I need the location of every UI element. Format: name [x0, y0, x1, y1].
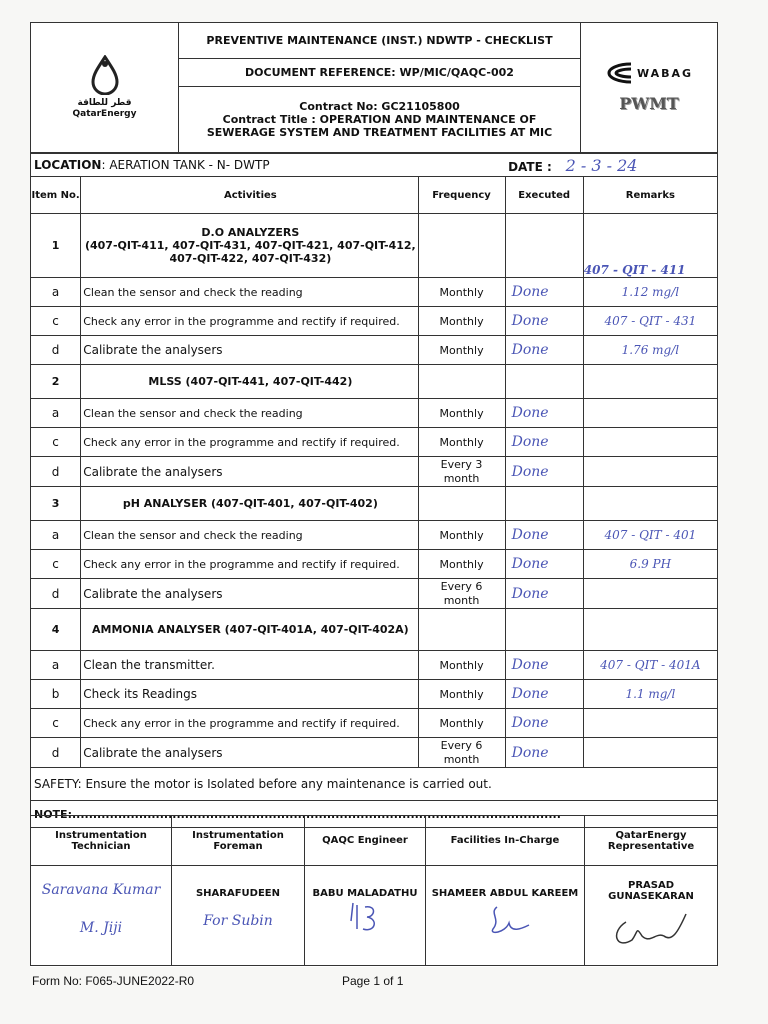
row-remark [583, 709, 717, 738]
sig-representative [585, 866, 718, 966]
qatarenergy-logo [31, 23, 179, 153]
col-activities: Activities [81, 177, 418, 214]
row-remark-text: 6.9 PH [629, 557, 672, 571]
row-executed [505, 307, 583, 336]
row-frequency: Every 6 month [418, 738, 505, 768]
section-remark [583, 365, 717, 399]
checklist-table [30, 153, 718, 828]
section-row [31, 214, 718, 278]
section-number: 1 [31, 214, 81, 278]
row-activity: Calibrate the analysers [81, 738, 418, 768]
wabag-logo-icon [605, 62, 633, 84]
row-remark-text: 407 - QIT - 401A [600, 658, 701, 672]
sig-foreman-extra: For Subin [203, 913, 273, 929]
location-label: LOCATION [34, 158, 102, 172]
row-frequency: Monthly [418, 428, 505, 457]
sig-header-foreman: Instrumentation Foreman [172, 816, 305, 866]
row-frequency: Monthly [418, 680, 505, 709]
row-activity: Check any error in the programme and rectify if required. [81, 428, 418, 457]
row-remark [583, 738, 717, 768]
page-number: Page 1 of 1 [342, 974, 404, 988]
section-number: 4 [31, 609, 81, 651]
row-item: a [31, 399, 81, 428]
section-executed [505, 487, 583, 521]
row-executed [505, 278, 583, 307]
contract-number: Contract No: GC21105800 [299, 100, 460, 113]
row-executed-text: Done [511, 342, 549, 358]
section-row [31, 487, 718, 521]
row-activity: Clean the sensor and check the reading [81, 278, 418, 307]
table-row [31, 278, 718, 307]
row-executed [505, 651, 583, 680]
row-item: c [31, 428, 81, 457]
qatarenergy-drop-icon [87, 55, 123, 95]
row-executed [505, 521, 583, 550]
location-row [31, 154, 718, 177]
date-label: DATE : [508, 159, 552, 174]
contract-info [179, 87, 581, 153]
section-executed [505, 365, 583, 399]
row-activity: Calibrate the analysers [81, 579, 418, 609]
note-text: NOTE:..................................................................................................................... [31, 801, 718, 828]
sig-header-technician: Instrumentation Technician [31, 816, 172, 866]
row-executed [505, 550, 583, 579]
row-activity: Check any error in the programme and rectify if required. [81, 307, 418, 336]
row-item: a [31, 278, 81, 307]
row-executed-text: Done [511, 284, 549, 300]
row-item: c [31, 307, 81, 336]
safety-row [31, 768, 718, 801]
row-executed-text: Done [511, 657, 549, 673]
row-activity: Check any error in the programme and rectify if required. [81, 709, 418, 738]
section-number: 3 [31, 487, 81, 521]
row-remark [583, 336, 717, 365]
row-item: a [31, 651, 81, 680]
row-remark [583, 428, 717, 457]
row-frequency: Monthly [418, 399, 505, 428]
row-item: d [31, 457, 81, 487]
row-frequency: Monthly [418, 651, 505, 680]
section-title: AMMONIA ANALYSER (407-QIT-401A, 407-QIT-402A) [81, 609, 418, 651]
row-item: c [31, 550, 81, 579]
section-title: pH ANALYSER (407-QIT-401, 407-QIT-402) [81, 487, 418, 521]
section-row [31, 365, 718, 399]
table-row [31, 307, 718, 336]
form-number: Form No: F065-JUNE2022-R0 [32, 974, 195, 988]
row-executed [505, 336, 583, 365]
table-row [31, 579, 718, 609]
row-executed [505, 399, 583, 428]
row-executed [505, 738, 583, 768]
row-remark [583, 457, 717, 487]
row-executed-text: Done [511, 715, 549, 731]
sig-representative-name: PRASAD GUNASEKARAN [608, 880, 694, 902]
row-activity: Clean the transmitter. [81, 651, 418, 680]
col-executed: Executed [505, 177, 583, 214]
row-remark-text: 1.1 mg/l [625, 687, 676, 701]
row-activity: Check its Readings [81, 680, 418, 709]
column-header-row [31, 177, 718, 214]
table-row [31, 651, 718, 680]
row-frequency: Monthly [418, 307, 505, 336]
sig-facilities-name: SHAMEER ABDUL KAREEM [431, 888, 579, 899]
sig-technician-extra: M. Jiji [79, 920, 123, 936]
section-row [31, 609, 718, 651]
row-activity: Clean the sensor and check the reading [81, 521, 418, 550]
contract-title-line2: SEWERAGE SYSTEM AND TREATMENT FACILITIES AT MIC [206, 126, 553, 139]
section-title: D.O ANALYZERS (407-QIT-411, 407-QIT-431, 407-QIT-421, 407-QIT-412, 407-QIT-422, 407-QIT-432) [81, 214, 418, 278]
sig-facilities [426, 866, 585, 966]
col-item: Item No. [31, 177, 81, 214]
row-item: d [31, 579, 81, 609]
table-row [31, 399, 718, 428]
checklist-title: PREVENTIVE MAINTENANCE (INST.) NDWTP - CHECKLIST [179, 23, 581, 59]
sig-qaqc [305, 866, 426, 966]
row-remark [583, 278, 717, 307]
row-remark-text: 407 - QIT - 431 [604, 314, 697, 328]
section-remark [583, 214, 717, 278]
section-frequency [418, 214, 505, 278]
wabag-logos [581, 23, 718, 153]
section-remark-text: 407 - QIT - 411 [583, 263, 686, 277]
table-row [31, 738, 718, 768]
representative-signature-icon [606, 902, 696, 952]
row-executed [505, 680, 583, 709]
col-remarks: Remarks [583, 177, 717, 214]
section-frequency [418, 609, 505, 651]
table-row [31, 428, 718, 457]
row-item: b [31, 680, 81, 709]
row-remark [583, 307, 717, 336]
col-frequency: Frequency [418, 177, 505, 214]
facilities-signature-icon [475, 899, 535, 943]
sig-foreman-name: SHARAFUDEEN [195, 888, 281, 899]
sig-technician [31, 866, 172, 966]
row-item: d [31, 336, 81, 365]
row-executed-text: Done [511, 744, 549, 761]
row-frequency: Monthly [418, 709, 505, 738]
section-frequency [418, 365, 505, 399]
row-executed [505, 579, 583, 609]
row-executed-text: Done [511, 686, 549, 702]
section-remark [583, 487, 717, 521]
row-frequency: Every 3 month [418, 457, 505, 487]
sig-header-qaqc: QAQC Engineer [305, 816, 426, 866]
row-executed-text: Done [511, 405, 549, 421]
row-executed-text: Done [511, 434, 549, 450]
row-remark-text: 1.12 mg/l [621, 285, 680, 299]
row-executed [505, 709, 583, 738]
row-executed-text: Done [511, 556, 549, 572]
row-frequency: Every 6 month [418, 579, 505, 609]
row-executed [505, 428, 583, 457]
row-activity: Calibrate the analysers [81, 336, 418, 365]
row-item: a [31, 521, 81, 550]
row-executed-text: Done [511, 463, 549, 480]
sig-technician-name: Saravana Kumar [41, 882, 161, 898]
row-remark [583, 521, 717, 550]
sig-foreman [172, 866, 305, 966]
wabag-text: WABAG [636, 66, 694, 80]
row-remark [583, 550, 717, 579]
sig-qaqc-name: BABU MALADATHU [312, 888, 418, 899]
section-executed [505, 609, 583, 651]
contract-title-line1: Contract Title : OPERATION AND MAINTENANCE OF [222, 113, 537, 126]
row-activity: Check any error in the programme and rectify if required. [81, 550, 418, 579]
table-row [31, 521, 718, 550]
row-remark [583, 579, 717, 609]
section-remark [583, 609, 717, 651]
document-header [30, 22, 718, 153]
row-activity: Clean the sensor and check the reading [81, 399, 418, 428]
row-executed-text: Done [511, 585, 549, 602]
section-title: MLSS (407-QIT-441, 407-QIT-442) [81, 365, 418, 399]
signature-table [30, 815, 718, 966]
table-row [31, 709, 718, 738]
logo-name: QatarEnergy [72, 109, 137, 119]
row-frequency: Monthly [418, 336, 505, 365]
row-executed-text: Done [511, 313, 549, 329]
sig-header-representative: QatarEnergy Representative [585, 816, 718, 866]
pwmt-logo: PWMT [619, 94, 679, 113]
row-frequency: Monthly [418, 278, 505, 307]
row-frequency: Monthly [418, 550, 505, 579]
row-executed-text: Done [511, 527, 549, 543]
row-executed [505, 457, 583, 487]
row-remark-text: 407 - QIT - 401 [604, 528, 697, 542]
logo-arabic: قطر للطاقة [77, 98, 132, 108]
section-number: 2 [31, 365, 81, 399]
table-row [31, 336, 718, 365]
section-frequency [418, 487, 505, 521]
section-executed [505, 214, 583, 278]
row-remark [583, 399, 717, 428]
row-remark-text: 1.76 mg/l [621, 343, 680, 357]
row-item: c [31, 709, 81, 738]
row-remark [583, 651, 717, 680]
row-remark [583, 680, 717, 709]
table-row [31, 680, 718, 709]
document-reference: DOCUMENT REFERENCE: WP/MIC/QAQC-002 [179, 59, 581, 87]
table-row [31, 457, 718, 487]
location-value: : AERATION TANK - N- DWTP [101, 158, 270, 172]
row-item: d [31, 738, 81, 768]
table-row [31, 550, 718, 579]
qaqc-signature-icon [345, 899, 385, 935]
safety-text: SAFETY: Ensure the motor is Isolated before any maintenance is carried out. [31, 768, 718, 801]
sig-header-facilities: Facilities In-Charge [426, 816, 585, 866]
row-activity: Calibrate the analysers [81, 457, 418, 487]
row-frequency: Monthly [418, 521, 505, 550]
date-value: 2 - 3 - 24 [565, 155, 638, 175]
